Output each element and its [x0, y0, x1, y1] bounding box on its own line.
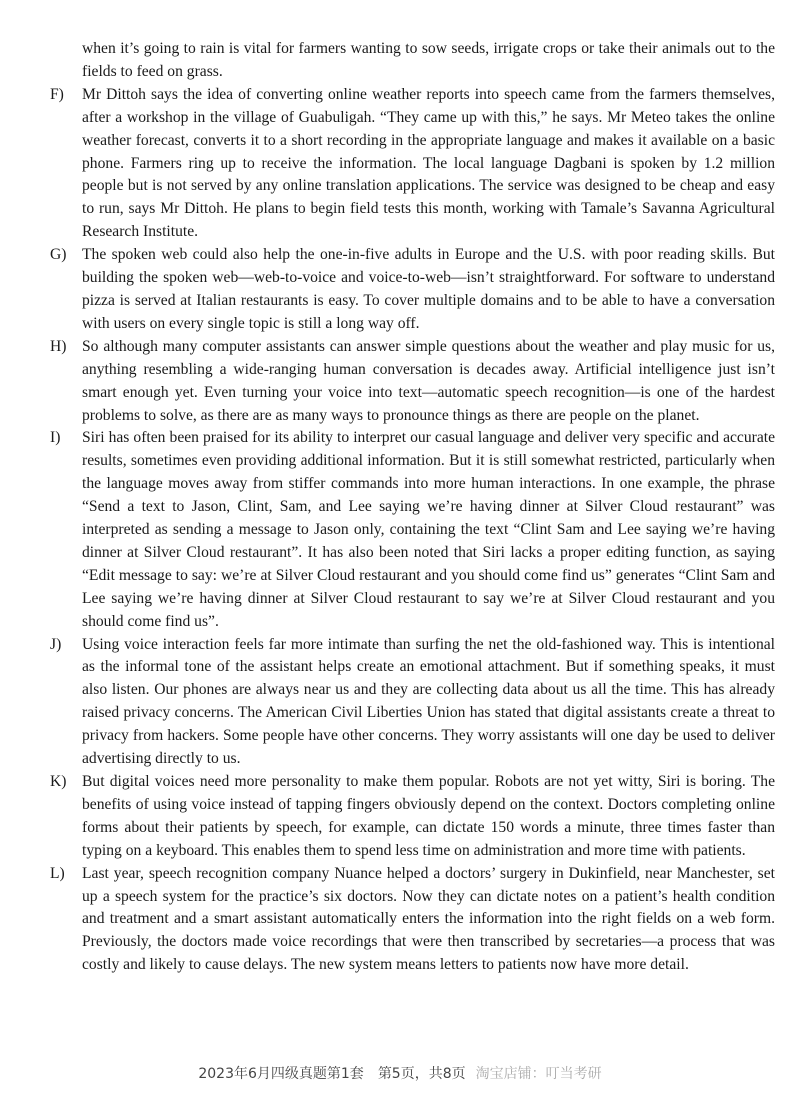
paragraph-label: I): [50, 429, 61, 447]
paragraph-g: [0, 244, 775, 336]
paragraph-label: K): [50, 773, 67, 790]
paragraph-text: But digital voices need more personality to make them popular. Robots are not yet witty, Siri is boring. The benefits of using voice instead of tapping fingers obviously depend on the context. Doctors completing online forms about their patients by speech, for example, can dictate 150 words a minute, three times faster than typing on a keyboard. This enables them to spend less time on administration and more time with patients.: [82, 773, 775, 859]
paragraph-e-continued: [0, 38, 775, 84]
footer-title: 2023年6月四级真题第1套: [198, 1066, 364, 1082]
paragraph-text: Last year, speech recognition company Nuance helped a doctors’ surgery in Dukinfield, near Manchester, set up a speech system for the practice’s six doctors. Now they can dictate notes on a patient’s health condition and treatment and a smart assistant automatically enters the information into the right fields on a web form. Previously, the doctors made voice recordings that were then transcribed by secretaries—a process that was costly and likely to cause delays. The new system means letters to patients now have more detail.: [82, 864, 775, 974]
paragraph-label: F): [50, 85, 64, 103]
paragraph-h: [0, 336, 775, 428]
paragraph-k: [0, 771, 775, 863]
paragraph-text: Mr Dittoh says the idea of converting online weather reports into speech came from the farmers themselves, after a workshop in the village of Guabuligah. “They came up with this,” he says. Mr Meteo takes the online weather forecast, converts it to a short recording in the appropriate language and makes it available on a basic phone. Farmers ring up to receive the information. The local language Dagbani is spoken by 1.2 million people but is not served by any online translation applications. The service was designed to be cheap and easy to run, says Mr Dittoh. He plans to begin field tests this month, working with Tamale’s Savanna Agricultural Research Institute.: [82, 85, 775, 241]
document-page: [0, 38, 800, 977]
paragraph-text: So although many computer assistants can answer simple questions about the weather and play music for us, anything resembling a wide-ranging human conversation is decades away. Artificial intelligence just isn’t smart enough yet. Even turning your voice into text—automatic speech recognition—is one of the hardest problems to solve, as there are as many ways to pronounce things as there are people on the planet.: [82, 337, 775, 424]
page-footer: [0, 1063, 800, 1083]
paragraph-text: The spoken web could also help the one-in-five adults in Europe and the U.S. with poor reading skills. But building the spoken web—web-to-voice and voice-to-web—isn’t straightforward. For software to understand pizza is served at Italian restaurants is easy. To cover multiple domains and to be able to have a conversation with users on every single topic is still a long way off.: [82, 246, 775, 332]
paragraph-label: G): [50, 246, 67, 264]
paragraph-text: Using voice interaction feels far more intimate than surfing the net the old-fashioned way. This is intentional as the informal tone of the assistant helps create an emotional attachment. But if something speaks, it must also listen. Our phones are always near us and they are collecting data about us all the time. This has already raised privacy concerns. The American Civil Liberties Union has stated that digital assistants create a threat to privacy from hackers. Some people have other concerns. They worry assistants will one day be used to deliver advertising directly to us.: [82, 635, 775, 768]
paragraph-l: [0, 863, 775, 978]
paragraph-j: [0, 634, 775, 771]
paragraph-text: when it’s going to rain is vital for farmers wanting to sow seeds, irrigate crops or take their animals out to the fields to feed on grass.: [82, 40, 775, 80]
paragraph-label: L): [50, 864, 65, 882]
footer-watermark: 淘宝店铺：叮当考研: [475, 1066, 602, 1082]
paragraph-i: [0, 427, 775, 633]
footer-page-number: 第5页，共8页: [377, 1066, 466, 1082]
paragraph-f: [0, 84, 775, 244]
paragraph-label: J): [50, 635, 62, 653]
paragraph-text: Siri has often been praised for its ability to interpret our casual language and deliver very specific and accurate results, sometimes even providing additional information. But it is still somewhat restricted, particularly when the language moves away from stiffer commands into more human interactions. In one example, the phrase “Send a text to Jason, Clint, Sam, and Lee saying we’re having dinner at Silver Cloud restaurant” was interpreted as sending a message to Jason only, containing the text “Clint Sam and Lee saying we’re having dinner at Silver Cloud restaurant”. It has also been noted that Siri lacks a proper editing function, as saying “Edit message to say: we’re at Silver Cloud restaurant and you should come find us” generates “Clint Sam and Lee saying we’re having dinner at Silver Cloud restaurant to say we’re at Silver Cloud restaurant and you should come find us”.: [82, 429, 775, 630]
paragraph-label: H): [50, 337, 67, 355]
